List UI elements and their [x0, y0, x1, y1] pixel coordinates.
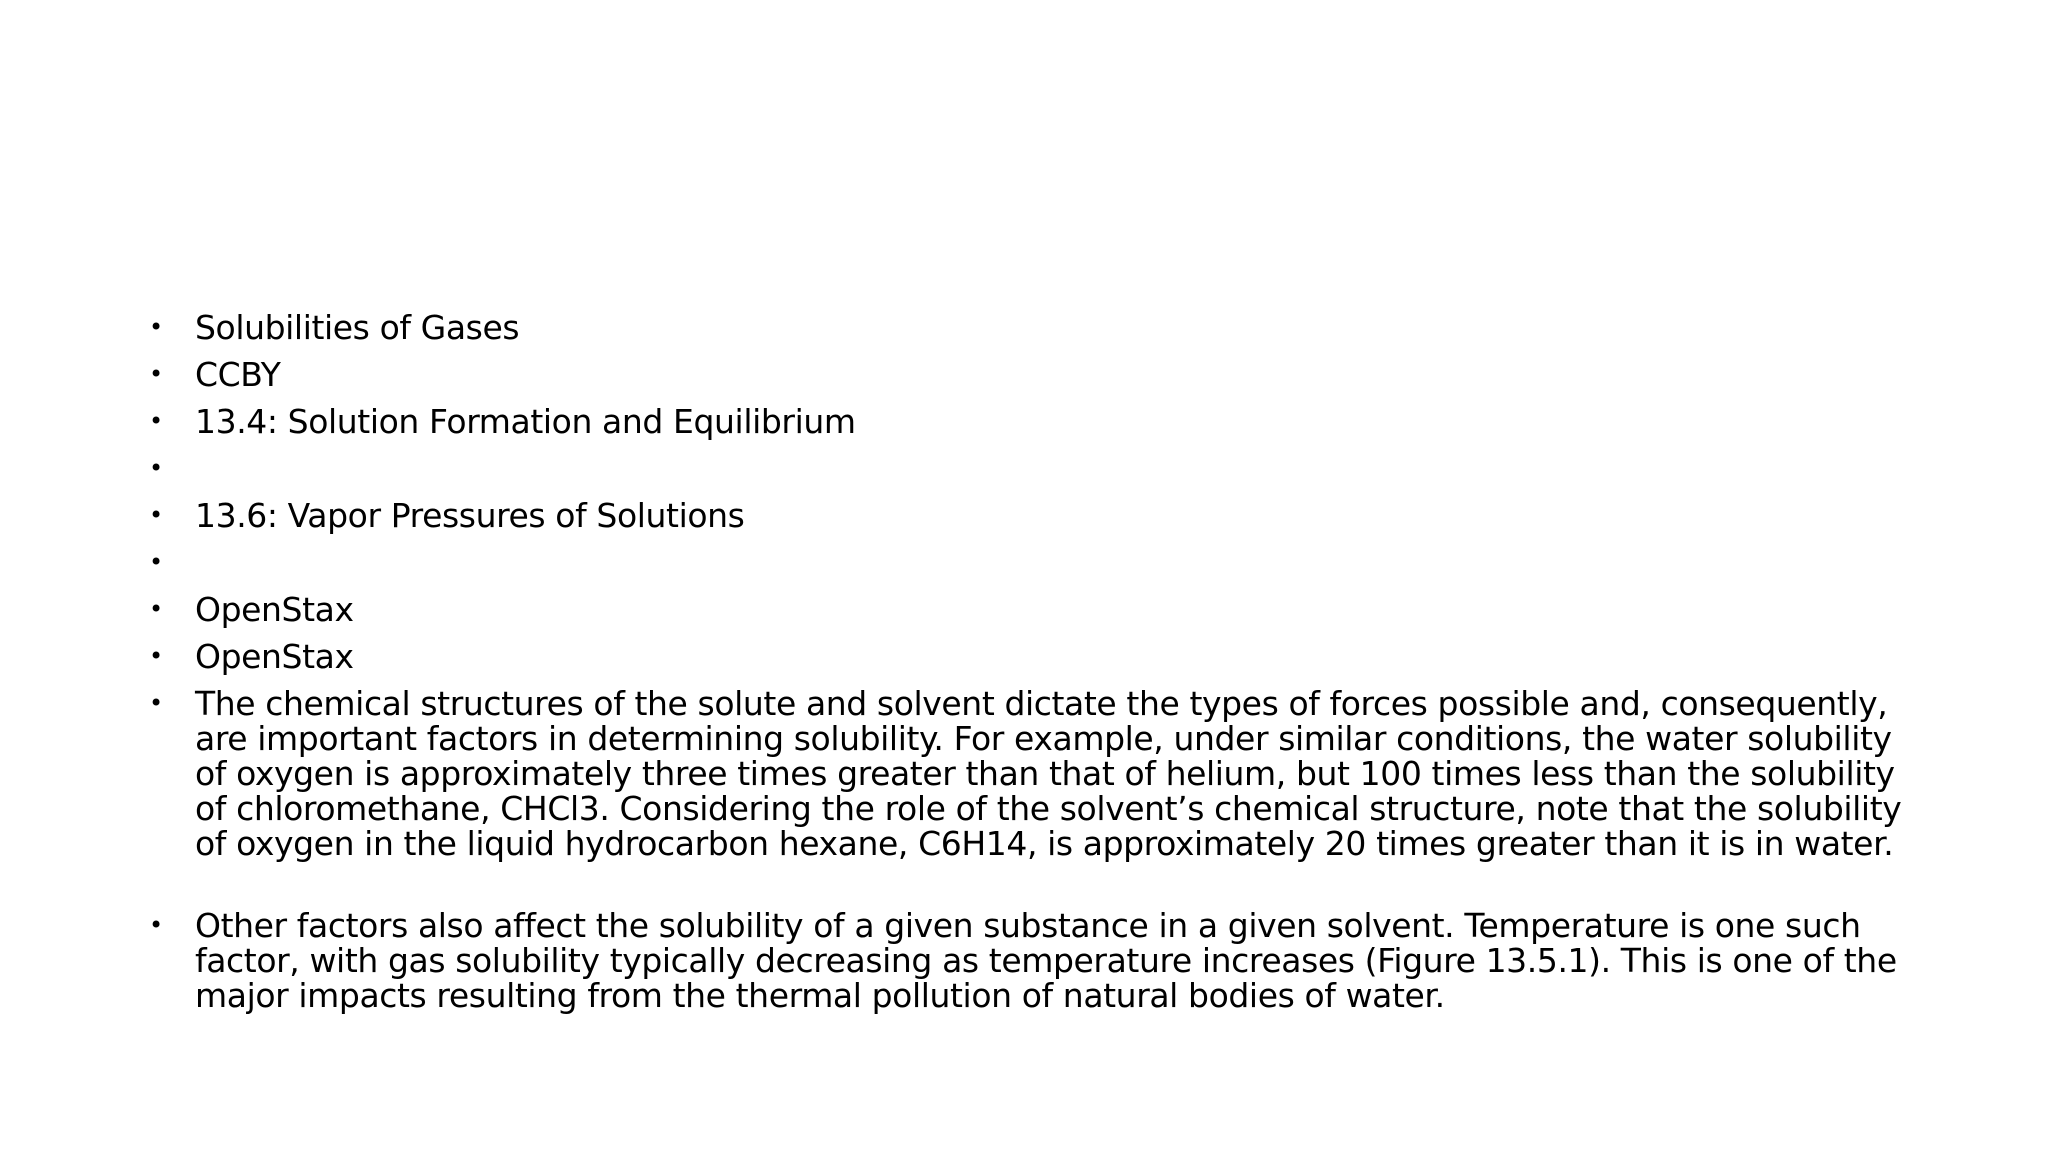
bullet-dot: •	[149, 407, 163, 435]
bullet-dot: •	[149, 360, 163, 388]
bullet-item	[149, 310, 1929, 345]
bullet-text: CCBY	[195, 355, 281, 394]
bullet-item-empty	[149, 545, 1929, 580]
bullet-item-paragraph	[149, 908, 1929, 1013]
bullet-item	[149, 404, 1929, 439]
bullet-dot: •	[149, 548, 163, 576]
bullet-dot: •	[149, 313, 163, 341]
bullet-item	[149, 592, 1929, 627]
bullet-dot: •	[149, 595, 163, 623]
bullet-text: 13.4: Solution Formation and Equilibrium	[195, 402, 856, 441]
bullet-dot: •	[149, 911, 163, 939]
bullet-list	[149, 310, 1929, 1025]
bullet-dot: •	[149, 689, 163, 717]
bullet-item	[149, 357, 1929, 392]
bullet-text: Other factors also affect the solubility of a given substance in a given solvent. Temperature is one such factor, with gas solubility typically decreasing as temperature increases (Figure 13.5.1). This is one of the major impacts resulting from the thermal pollution of natural bodies of water.	[195, 906, 1897, 1015]
bullet-dot: •	[149, 501, 163, 529]
bullet-item-paragraph	[149, 686, 1929, 861]
bullet-text: 13.6: Vapor Pressures of Solutions	[195, 496, 745, 535]
bullet-text: The chemical structures of the solute and solvent dictate the types of forces possible and, consequently, are important factors in determining solubility. For example, under similar conditions, the water solubility of oxygen is approximately three times greater than that of helium, but 100 times less than the solubility of chloromethane, CHCl3. Considering the role of the solvent’s chemical structure, note that the solubility of oxygen in the liquid hydrocarbon hexane, C6H14, is approximately 20 times greater than it is in water.	[195, 684, 1902, 863]
bullet-text: Solubilities of Gases	[195, 308, 520, 347]
bullet-item	[149, 498, 1929, 533]
bullet-text: OpenStax	[195, 590, 354, 629]
bullet-text: OpenStax	[195, 637, 354, 676]
bullet-dot: •	[149, 642, 163, 670]
bullet-dot: •	[149, 454, 163, 482]
bullet-item	[149, 639, 1929, 674]
bullet-item-empty	[149, 451, 1929, 486]
